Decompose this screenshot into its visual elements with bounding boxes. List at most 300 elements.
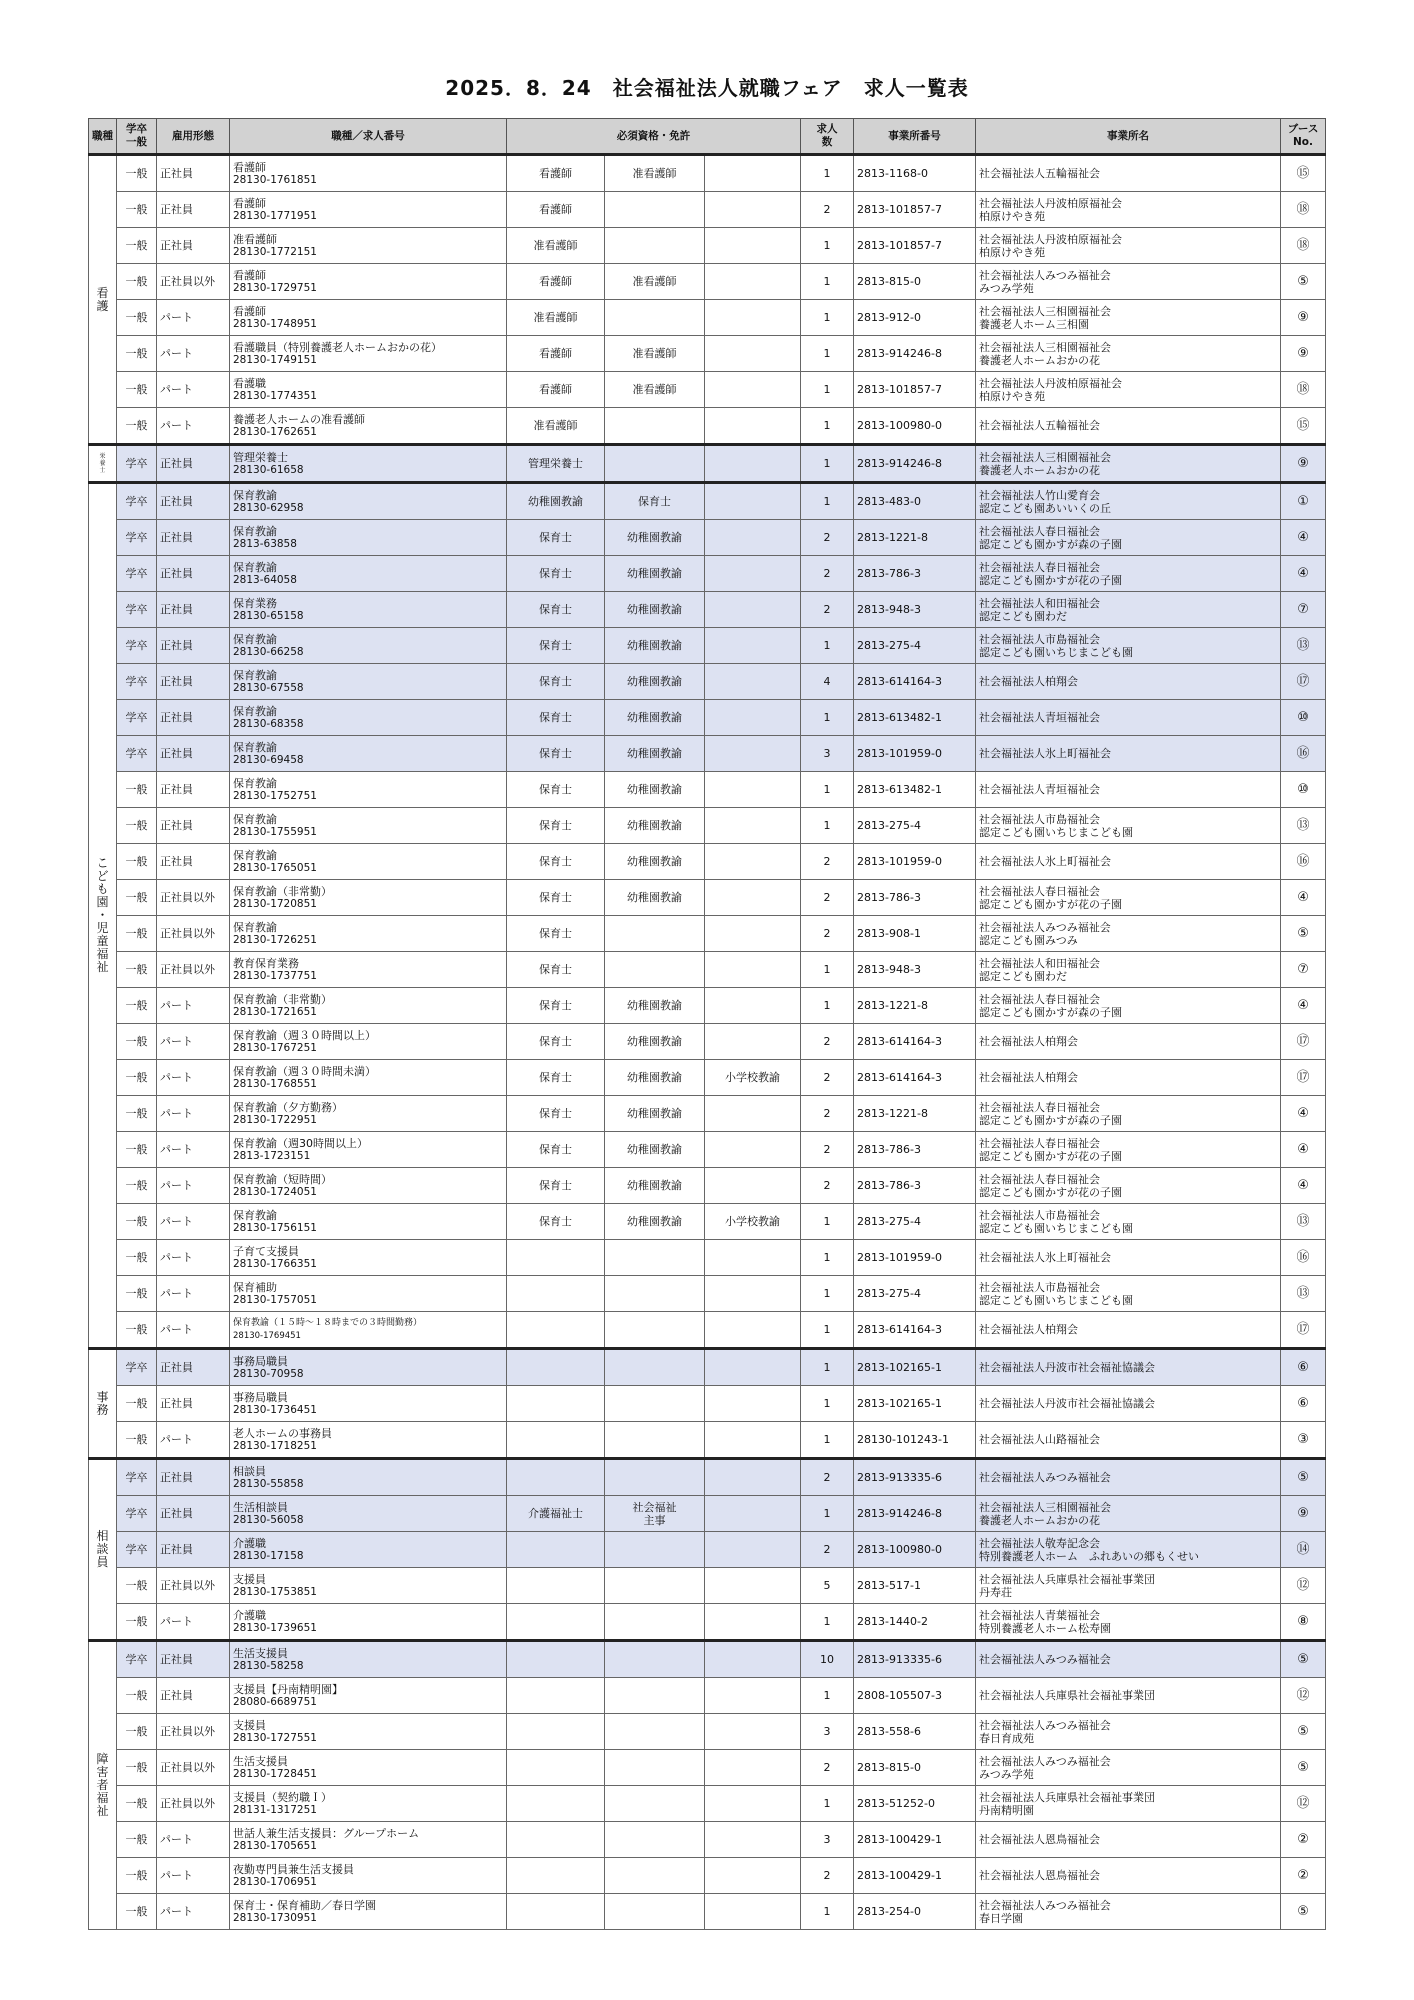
qualification-cell: 保育士 [507, 1024, 605, 1060]
type-cell: 一般 [117, 1604, 157, 1641]
qualification-cell [705, 736, 801, 772]
qualification-cell [605, 1459, 705, 1496]
qualification-cell: 保育士 [507, 628, 605, 664]
count-cell: 1 [801, 1422, 854, 1459]
count-cell: 1 [801, 1894, 854, 1930]
position-cell [230, 1168, 507, 1204]
table-row [89, 880, 1326, 916]
booth-cell: ⑤ [1281, 264, 1326, 300]
table-row [89, 700, 1326, 736]
job-number: 28130-66258 [233, 645, 304, 658]
booth-cell: ③ [1281, 1422, 1326, 1459]
position-title: 相談員 [233, 1464, 266, 1478]
qualification-cell: 保育士 [507, 592, 605, 628]
booth-cell: ① [1281, 483, 1326, 520]
qualification-cell: 保育士 [605, 483, 705, 520]
position-title: 保育教諭（１５時～１８時までの３時間勤務） [233, 1317, 423, 1328]
table-row [89, 1786, 1326, 1822]
position-title: 保育業務 [233, 596, 277, 610]
office-name-cell: 社会福祉法人丹波柏原福祉会 柏原けやき苑 [976, 228, 1281, 264]
job-number: 2813-1723151 [233, 1149, 311, 1162]
office-name-cell: 社会福祉法人柏翔会 [976, 664, 1281, 700]
table-row [89, 1096, 1326, 1132]
count-cell: 1 [801, 336, 854, 372]
qualification-cell [605, 1349, 705, 1386]
position-title: 保育教諭（短時間） [233, 1172, 332, 1186]
position-title: 保育教諭 [233, 704, 277, 718]
job-number: 28130-1753851 [233, 1585, 317, 1598]
position-title: 看護師 [233, 196, 266, 210]
qualification-cell [705, 1894, 801, 1930]
count-cell: 1 [801, 1240, 854, 1276]
type-cell: 一般 [117, 1240, 157, 1276]
position-title: 保育教諭 [233, 776, 277, 790]
office-name-cell: 社会福祉法人春日福祉会 認定こども園かすが花の子園 [976, 1168, 1281, 1204]
position-cell [230, 1312, 507, 1349]
office-number-cell: 2813-101857-7 [854, 228, 976, 264]
type-cell: 一般 [117, 1858, 157, 1894]
position-title: 保育教諭 [233, 1208, 277, 1222]
job-number: 28130-61658 [233, 463, 304, 476]
qualification-cell: 幼稚園教諭 [605, 844, 705, 880]
job-number: 2813-64058 [233, 573, 297, 586]
position-cell [230, 520, 507, 556]
office-name-cell: 社会福祉法人春日福祉会 認定こども園かすが花の子園 [976, 880, 1281, 916]
count-cell: 10 [801, 1641, 854, 1678]
employment-cell: パート [157, 1422, 230, 1459]
office-number-cell: 2813-102165-1 [854, 1386, 976, 1422]
qualification-cell: 准看護師 [605, 372, 705, 408]
type-cell: 一般 [117, 1168, 157, 1204]
qualification-cell [507, 1750, 605, 1786]
type-cell: 学卒 [117, 628, 157, 664]
type-cell: 学卒 [117, 664, 157, 700]
qualification-cell [705, 372, 801, 408]
qualification-cell: 幼稚園教諭 [605, 1132, 705, 1168]
qualification-cell: 保育士 [507, 520, 605, 556]
qualification-cell [705, 155, 801, 192]
office-name-cell: 社会福祉法人兵庫県社会福祉事業団 丹南精明園 [976, 1786, 1281, 1822]
table-row [89, 300, 1326, 336]
qualification-cell [705, 1568, 801, 1604]
booth-cell: ⑬ [1281, 808, 1326, 844]
position-title: 看護職 [233, 376, 266, 390]
count-cell: 4 [801, 664, 854, 700]
position-title: 支援員 [233, 1572, 266, 1586]
qualification-cell: 保育士 [507, 916, 605, 952]
category-cell: 看 護 [89, 155, 117, 445]
employment-cell: 正社員 [157, 1641, 230, 1678]
office-number-cell: 2813-100429-1 [854, 1822, 976, 1858]
office-number-cell: 2813-786-3 [854, 1132, 976, 1168]
qualification-cell [605, 1240, 705, 1276]
group-section [89, 483, 1326, 1349]
qualification-cell [605, 1858, 705, 1894]
office-number-cell: 2813-914246-8 [854, 1496, 976, 1532]
count-cell: 1 [801, 445, 854, 483]
qualification-cell [507, 1459, 605, 1496]
type-cell: 一般 [117, 1750, 157, 1786]
type-cell: 学卒 [117, 592, 157, 628]
employment-cell: 正社員以外 [157, 916, 230, 952]
employment-cell: 正社員以外 [157, 1786, 230, 1822]
office-name-cell: 社会福祉法人青葉福祉会 特別養護老人ホーム松寿園 [976, 1604, 1281, 1641]
qualification-cell [705, 300, 801, 336]
office-number-cell: 2813-908-1 [854, 916, 976, 952]
employment-cell: 正社員 [157, 592, 230, 628]
qualification-cell [605, 1750, 705, 1786]
position-title: 事務局職員 [233, 1354, 288, 1368]
office-name-cell: 社会福祉法人三相園福祉会 養護老人ホームおかの花 [976, 1496, 1281, 1532]
position-cell [230, 1641, 507, 1678]
qualification-cell [705, 1386, 801, 1422]
office-name-cell: 社会福祉法人青垣福祉会 [976, 772, 1281, 808]
office-name-cell: 社会福祉法人春日福祉会 認定こども園かすが花の子園 [976, 556, 1281, 592]
qualification-cell: 幼稚園教諭 [605, 520, 705, 556]
qualification-cell [705, 664, 801, 700]
office-number-cell: 2813-614164-3 [854, 1060, 976, 1096]
table-row [89, 1276, 1326, 1312]
type-cell: 一般 [117, 880, 157, 916]
job-number: 28130-1721651 [233, 1005, 317, 1018]
position-title: 生活支援員 [233, 1754, 288, 1768]
office-name-cell: 社会福祉法人柏翔会 [976, 1312, 1281, 1349]
job-number: 28130-17158 [233, 1549, 304, 1562]
count-cell: 1 [801, 772, 854, 808]
qualification-cell [705, 1858, 801, 1894]
position-title: 保育教諭（夕方勤務） [233, 1100, 343, 1114]
office-number-cell: 2813-517-1 [854, 1568, 976, 1604]
table-row [89, 664, 1326, 700]
job-number: 28130-1769451 [233, 1330, 301, 1341]
qualification-cell: 社会福祉 主事 [605, 1496, 705, 1532]
qualification-cell [705, 228, 801, 264]
job-number: 28130-1771951 [233, 209, 317, 222]
position-title: 保育教諭 [233, 740, 277, 754]
office-number-cell: 2813-101857-7 [854, 192, 976, 228]
office-number-cell: 2813-786-3 [854, 556, 976, 592]
qualification-cell [605, 445, 705, 483]
office-name-cell: 社会福祉法人市島福祉会 認定こども園いちじまこども園 [976, 1276, 1281, 1312]
position-title: 支援員 [233, 1718, 266, 1732]
qualification-cell: 幼稚園教諭 [605, 772, 705, 808]
qualification-cell [705, 1641, 801, 1678]
qualification-cell: 保育士 [507, 1096, 605, 1132]
employment-cell: パート [157, 1096, 230, 1132]
qualification-cell [605, 1714, 705, 1750]
count-cell: 3 [801, 736, 854, 772]
office-name-cell: 社会福祉法人和田福祉会 認定こども園わだ [976, 592, 1281, 628]
position-title: 生活相談員 [233, 1500, 288, 1514]
booth-cell: ② [1281, 1858, 1326, 1894]
position-title: 看護職員（特別養護老人ホームおかの花） [233, 340, 442, 354]
qualification-cell [705, 1024, 801, 1060]
position-title: 保育教諭（非常勤） [233, 992, 332, 1006]
position-title: 子育て支援員 [233, 1244, 299, 1258]
booth-cell: ⑨ [1281, 445, 1326, 483]
employment-cell: 正社員 [157, 520, 230, 556]
type-cell: 学卒 [117, 1496, 157, 1532]
position-cell [230, 1496, 507, 1532]
qualification-cell [705, 1132, 801, 1168]
office-name-cell: 社会福祉法人山路福祉会 [976, 1422, 1281, 1459]
office-number-cell: 2813-913335-6 [854, 1641, 976, 1678]
booth-cell: ⑭ [1281, 1532, 1326, 1568]
group-section [89, 155, 1326, 445]
booth-cell: ② [1281, 1822, 1326, 1858]
qualification-cell [705, 592, 801, 628]
type-cell: 一般 [117, 1276, 157, 1312]
count-cell: 3 [801, 1714, 854, 1750]
position-cell [230, 300, 507, 336]
booth-cell: ⑨ [1281, 300, 1326, 336]
position-cell [230, 1532, 507, 1568]
table-row [89, 264, 1326, 300]
qualification-cell [507, 1858, 605, 1894]
office-name-cell: 社会福祉法人五輪福祉会 [976, 155, 1281, 192]
employment-cell: 正社員 [157, 1349, 230, 1386]
type-cell: 一般 [117, 300, 157, 336]
position-title: 管理栄養士 [233, 450, 288, 464]
table-row [89, 988, 1326, 1024]
employment-cell: パート [157, 1312, 230, 1349]
position-cell [230, 1858, 507, 1894]
job-number: 28130-1737751 [233, 969, 317, 982]
booth-cell: ⑨ [1281, 1496, 1326, 1532]
table-row [89, 483, 1326, 520]
group-section [89, 445, 1326, 483]
qualification-cell [605, 1276, 705, 1312]
qualification-cell [705, 1714, 801, 1750]
position-cell [230, 1750, 507, 1786]
position-cell [230, 664, 507, 700]
position-cell [230, 700, 507, 736]
booth-cell: ⑯ [1281, 1240, 1326, 1276]
table-row [89, 408, 1326, 445]
table-row [89, 1496, 1326, 1532]
employment-cell: 正社員 [157, 700, 230, 736]
employment-cell: パート [157, 300, 230, 336]
table-header [89, 119, 1326, 155]
type-cell: 一般 [117, 264, 157, 300]
count-cell: 2 [801, 1459, 854, 1496]
count-cell: 2 [801, 1750, 854, 1786]
position-title: 保育教諭 [233, 560, 277, 574]
office-name-cell: 社会福祉法人丹波市社会福祉協議会 [976, 1386, 1281, 1422]
employment-cell: パート [157, 1168, 230, 1204]
job-number: 28130-1761851 [233, 173, 317, 186]
table-row [89, 1641, 1326, 1678]
job-number: 28130-69458 [233, 753, 304, 766]
table-row [89, 736, 1326, 772]
count-cell: 1 [801, 228, 854, 264]
office-number-cell: 2813-101959-0 [854, 736, 976, 772]
job-number: 28130-1728451 [233, 1767, 317, 1780]
type-cell: 一般 [117, 192, 157, 228]
table-row [89, 1204, 1326, 1240]
qualification-cell [605, 1641, 705, 1678]
office-name-cell: 社会福祉法人みつみ福祉会 みつみ学苑 [976, 264, 1281, 300]
qualification-cell: 准看護師 [507, 228, 605, 264]
table-row [89, 1060, 1326, 1096]
qualification-cell [705, 700, 801, 736]
office-name-cell: 社会福祉法人丹波柏原福祉会 柏原けやき苑 [976, 372, 1281, 408]
office-number-cell: 2813-101959-0 [854, 844, 976, 880]
employment-cell: 正社員以外 [157, 1714, 230, 1750]
qualification-cell [705, 336, 801, 372]
office-number-cell: 2813-1221-8 [854, 520, 976, 556]
office-number-cell: 2813-100980-0 [854, 1532, 976, 1568]
qualification-cell [605, 1822, 705, 1858]
qualification-cell [605, 300, 705, 336]
qualification-cell: 介護福祉士 [507, 1496, 605, 1532]
job-number: 28130-1768551 [233, 1077, 317, 1090]
qualification-cell: 保育士 [507, 556, 605, 592]
office-number-cell: 2813-101959-0 [854, 1240, 976, 1276]
office-name-cell: 社会福祉法人春日福祉会 認定こども園かすが森の子園 [976, 520, 1281, 556]
table-row [89, 808, 1326, 844]
office-name-cell: 社会福祉法人三相園福祉会 養護老人ホームおかの花 [976, 336, 1281, 372]
qualification-cell [605, 1532, 705, 1568]
type-cell: 一般 [117, 952, 157, 988]
qualification-cell [705, 844, 801, 880]
employment-cell: 正社員 [157, 628, 230, 664]
office-name-cell: 社会福祉法人恩鳥福祉会 [976, 1858, 1281, 1894]
count-cell: 1 [801, 300, 854, 336]
job-number: 28130-1722951 [233, 1113, 317, 1126]
booth-cell: ⑤ [1281, 1714, 1326, 1750]
employment-cell: 正社員以外 [157, 264, 230, 300]
count-cell: 2 [801, 1096, 854, 1132]
type-cell: 一般 [117, 844, 157, 880]
table-row [89, 192, 1326, 228]
type-cell: 一般 [117, 808, 157, 844]
employment-cell: 正社員 [157, 445, 230, 483]
job-number: 28130-68358 [233, 717, 304, 730]
position-title: 教育保育業務 [233, 956, 299, 970]
count-cell: 2 [801, 1168, 854, 1204]
position-title: 保育教諭 [233, 848, 277, 862]
qualification-cell [507, 1786, 605, 1822]
position-title: 准看護師 [233, 232, 277, 246]
table-row [89, 520, 1326, 556]
qualification-cell [705, 1422, 801, 1459]
position-cell [230, 264, 507, 300]
office-name-cell: 社会福祉法人三相園福祉会 養護老人ホーム三相園 [976, 300, 1281, 336]
header-count: 求人 数 [801, 119, 854, 155]
position-cell [230, 483, 507, 520]
header-employment: 雇用形態 [157, 119, 230, 155]
office-number-cell: 2813-914246-8 [854, 445, 976, 483]
qualification-cell [705, 1496, 801, 1532]
type-cell: 学卒 [117, 1532, 157, 1568]
qualification-cell [705, 1786, 801, 1822]
office-name-cell: 社会福祉法人和田福祉会 認定こども園わだ [976, 952, 1281, 988]
qualification-cell: 幼稚園教諭 [605, 1024, 705, 1060]
count-cell: 2 [801, 592, 854, 628]
table-row [89, 1750, 1326, 1786]
qualification-cell [507, 1714, 605, 1750]
qualification-cell [605, 1568, 705, 1604]
count-cell: 2 [801, 1060, 854, 1096]
qualification-cell [605, 1604, 705, 1641]
qualification-cell [705, 880, 801, 916]
type-cell: 一般 [117, 1894, 157, 1930]
employment-cell: パート [157, 1132, 230, 1168]
employment-cell: 正社員 [157, 155, 230, 192]
qualification-cell [605, 1678, 705, 1714]
count-cell: 5 [801, 1568, 854, 1604]
office-name-cell: 社会福祉法人兵庫県社会福祉事業団 [976, 1678, 1281, 1714]
qualification-cell [705, 1312, 801, 1349]
qualification-cell: 保育士 [507, 988, 605, 1024]
qualification-cell [705, 952, 801, 988]
qualification-cell [507, 1532, 605, 1568]
office-name-cell: 社会福祉法人竹山愛育会 認定こども園あいいくの丘 [976, 483, 1281, 520]
job-number: 28130-1739651 [233, 1621, 317, 1634]
qualification-cell [705, 808, 801, 844]
count-cell: 1 [801, 1349, 854, 1386]
employment-cell: 正社員 [157, 1496, 230, 1532]
qualification-cell [705, 916, 801, 952]
employment-cell: パート [157, 1858, 230, 1894]
booth-cell: ⑰ [1281, 1312, 1326, 1349]
type-cell: 一般 [117, 1678, 157, 1714]
qualification-cell [705, 1240, 801, 1276]
qualification-cell [705, 1750, 801, 1786]
booth-cell: ④ [1281, 988, 1326, 1024]
office-name-cell: 社会福祉法人丹波市社会福祉協議会 [976, 1349, 1281, 1386]
job-number: 28130-1729751 [233, 281, 317, 294]
booth-cell: ④ [1281, 1132, 1326, 1168]
type-cell: 一般 [117, 372, 157, 408]
position-title: 保育教諭（週３０時間以上） [233, 1028, 376, 1042]
qualification-cell [507, 1276, 605, 1312]
count-cell: 1 [801, 1496, 854, 1532]
employment-cell: パート [157, 1240, 230, 1276]
qualification-cell: 小学校教諭 [705, 1204, 801, 1240]
position-cell [230, 1240, 507, 1276]
count-cell: 1 [801, 700, 854, 736]
position-cell [230, 880, 507, 916]
office-number-cell: 2813-101857-7 [854, 372, 976, 408]
office-number-cell: 2813-1221-8 [854, 1096, 976, 1132]
count-cell: 2 [801, 1858, 854, 1894]
office-number-cell: 2813-51252-0 [854, 1786, 976, 1822]
qualification-cell: 准看護師 [605, 336, 705, 372]
position-title: 保育教諭 [233, 524, 277, 538]
header-qualification: 必須資格・免許 [507, 119, 801, 155]
count-cell: 1 [801, 1678, 854, 1714]
qualification-cell [507, 1894, 605, 1930]
booth-cell: ⑫ [1281, 1678, 1326, 1714]
position-cell [230, 1349, 507, 1386]
position-title: 保育教諭（非常勤） [233, 884, 332, 898]
booth-cell: ④ [1281, 880, 1326, 916]
type-cell: 学卒 [117, 445, 157, 483]
qualification-cell [605, 1312, 705, 1349]
table-row [89, 592, 1326, 628]
office-number-cell: 2813-102165-1 [854, 1349, 976, 1386]
office-number-cell: 2813-1440-2 [854, 1604, 976, 1641]
office-name-cell: 社会福祉法人春日福祉会 認定こども園かすが森の子園 [976, 1096, 1281, 1132]
qualification-cell: 幼稚園教諭 [605, 1204, 705, 1240]
office-number-cell: 2813-275-4 [854, 1204, 976, 1240]
type-cell: 一般 [117, 1132, 157, 1168]
qualification-cell [705, 556, 801, 592]
employment-cell: 正社員 [157, 736, 230, 772]
position-cell [230, 952, 507, 988]
